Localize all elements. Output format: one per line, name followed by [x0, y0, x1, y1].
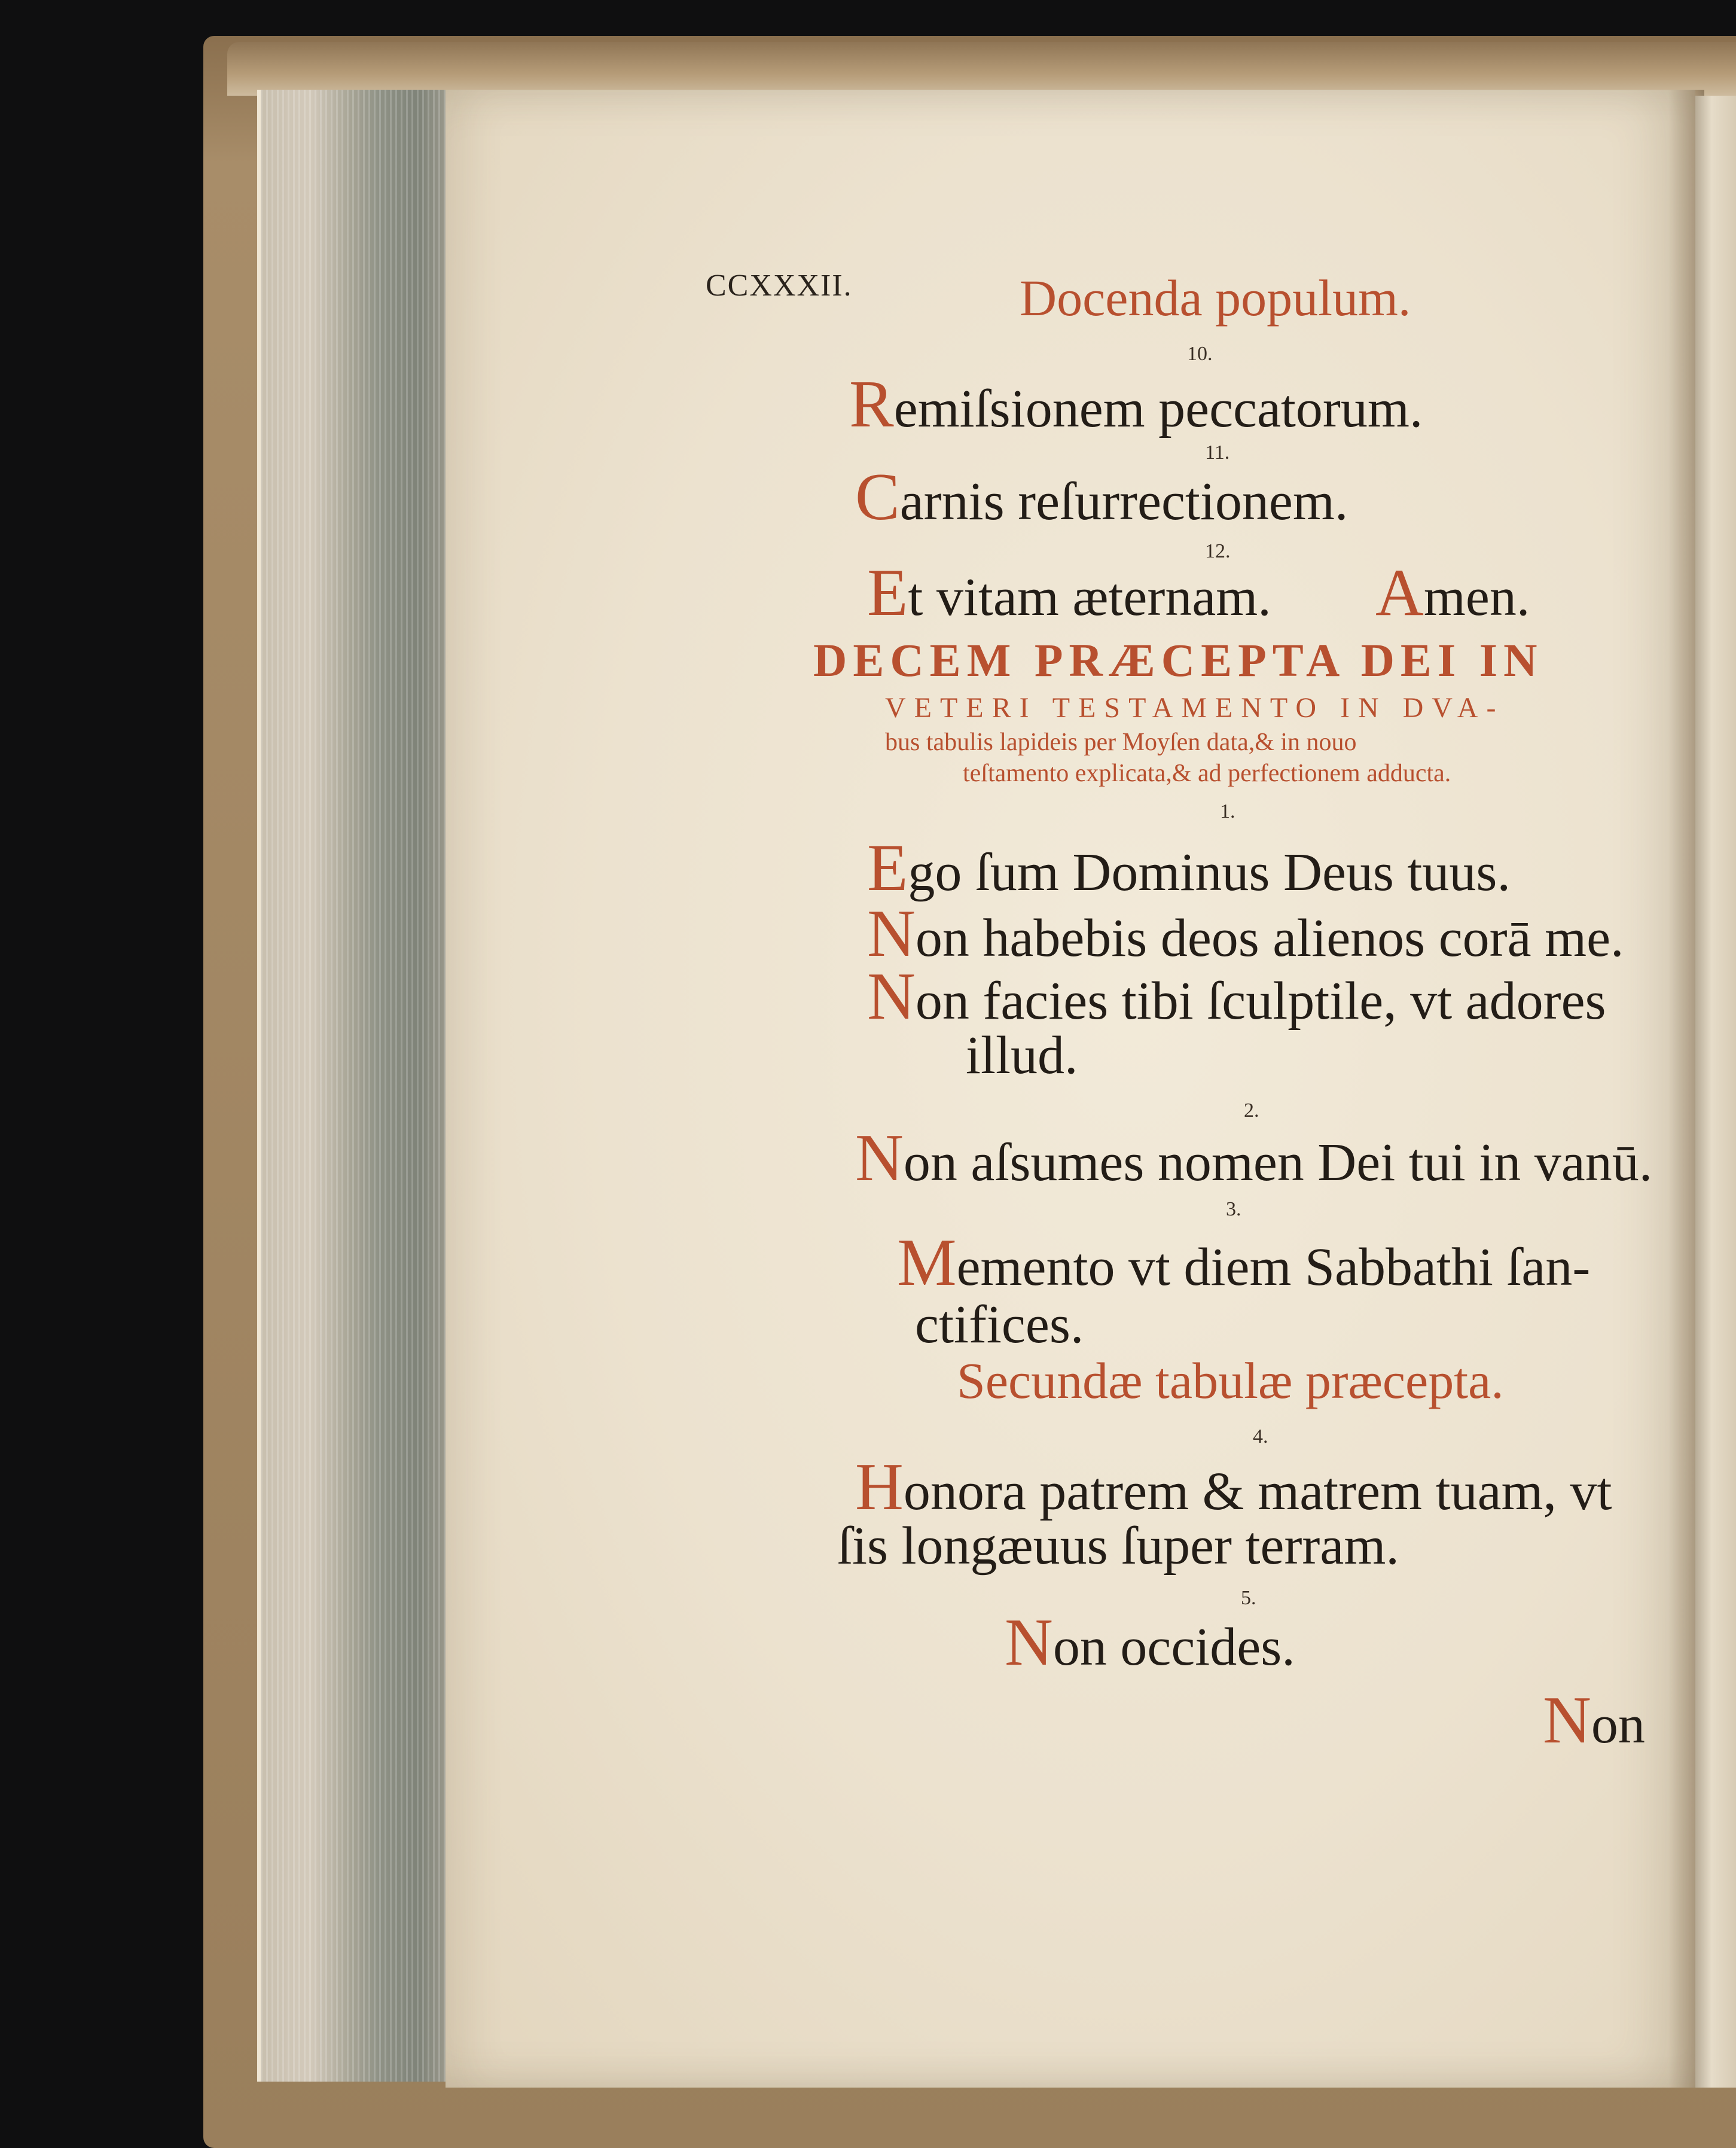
initial-letter: N [867, 959, 916, 1034]
initial-letter: E [867, 556, 908, 630]
section-title: DECEM PRÆCEPTA DEI IN [813, 634, 1543, 686]
commandment-line [855, 1121, 1653, 1195]
commandment-continuation: ctifices. [915, 1295, 1084, 1354]
folio-number: CCXXXII. [706, 269, 853, 303]
commandment-line [897, 1226, 1591, 1300]
initial-letter: H [855, 1450, 904, 1524]
commandment-line [867, 831, 1511, 905]
commandment-line [867, 897, 1624, 971]
commandment-continuation: ſis longæuus ſuper terram. [837, 1516, 1399, 1576]
commandment-number: 4. [1253, 1425, 1268, 1448]
line-text: on occides. [1052, 1617, 1295, 1677]
initial-letter: A [1375, 556, 1424, 630]
line-text: arnis reſurrectionem. [899, 472, 1348, 531]
creed-line [867, 556, 1271, 630]
right-page-edge [1695, 96, 1736, 2088]
article-number: 12. [1205, 540, 1231, 562]
section-subtitle: teſtamento explicata,& ad perfectionem adducta. [963, 760, 1451, 787]
commandment-line [855, 1450, 1612, 1524]
line-text: on facies tibi ſculptile, vt adores [915, 971, 1606, 1031]
line-text: men. [1423, 568, 1530, 627]
page-edges [257, 90, 458, 2082]
initial-letter: C [855, 460, 900, 534]
creed-line [855, 460, 1348, 534]
commandment-line [1005, 1605, 1295, 1680]
line-text: on habebis deos alienos corā me. [915, 909, 1624, 968]
article-number: 10. [1187, 343, 1213, 365]
commandment-number: 5. [1241, 1587, 1256, 1609]
initial-letter: M [897, 1226, 957, 1300]
line-text: emento vt diem Sabbathi ſan- [956, 1238, 1591, 1297]
article-number: 11. [1205, 441, 1230, 464]
creed-line-amen [1375, 556, 1530, 630]
commandment-number: 3. [1226, 1198, 1241, 1220]
commandment-continuation: illud. [966, 1026, 1078, 1085]
line-text: emiſsionem peccatorum. [893, 379, 1423, 438]
section-subtitle: bus tabulis lapideis per Moyſen data,& in nouo [885, 729, 1357, 756]
commandment-line [867, 959, 1606, 1034]
initial-letter: R [849, 367, 894, 441]
initial-letter: N [855, 1121, 904, 1195]
line-text: on aſsumes nomen Dei tui in vanū. [903, 1133, 1653, 1192]
running-head: Docenda populum. [1020, 269, 1411, 327]
initial-letter: E [867, 831, 908, 905]
binding-edge [227, 42, 1736, 96]
section-subtitle: VETERI TESTAMENTO IN DVA- [885, 692, 1505, 724]
line-text: onora patrem & matrem tuam, vt [903, 1462, 1612, 1521]
creed-line [849, 367, 1423, 441]
catchword [1543, 1683, 1645, 1757]
commandment-number: 2. [1244, 1099, 1259, 1122]
second-table-heading: Secundæ tabulæ præcepta. [957, 1352, 1504, 1409]
line-text: on [1591, 1695, 1645, 1754]
line-text: go ſum Dominus Deus tuus. [908, 843, 1511, 902]
initial-letter: N [1543, 1683, 1591, 1757]
line-text: t vitam æternam. [908, 568, 1271, 627]
commandment-number: 1. [1220, 800, 1235, 822]
initial-letter: N [1005, 1605, 1053, 1680]
initial-letter: N [867, 897, 916, 971]
